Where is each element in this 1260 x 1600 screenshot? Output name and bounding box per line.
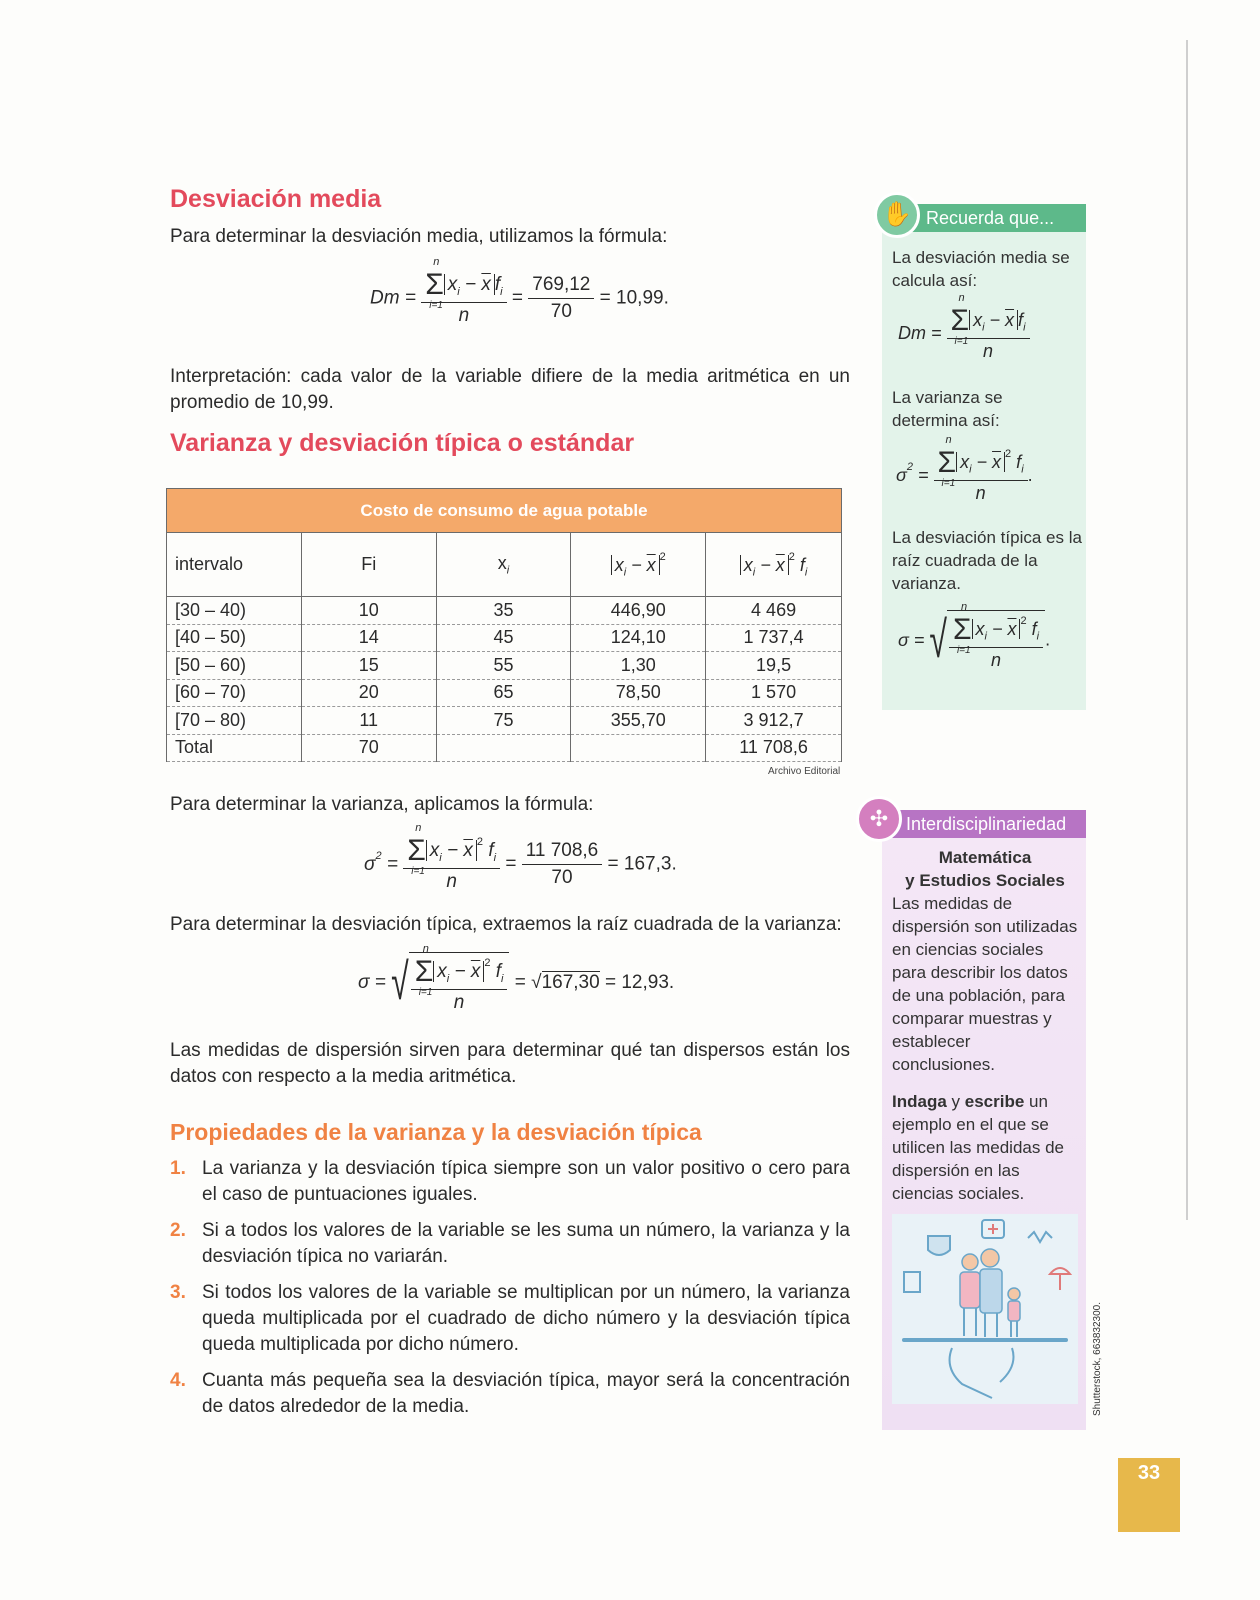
formula-desviacion-media: Dm = Σ n i=1 $x_i - \overline{x}$ $f_i$ n = $\frac{769,12}{70}$ = 10,99.	[370, 256, 669, 326]
dm-intro: Para determinar la desviación media, utilizamos la fórmula:	[170, 226, 668, 247]
inter-tag: Interdisciplinariedad	[890, 810, 1086, 838]
table-title: Costo de consumo de agua potable	[167, 489, 842, 533]
recuerda-text-2: La varianza se determina así:	[892, 388, 1003, 430]
table-row: [40 – 50) 14 45 124,10 1 737,4	[167, 624, 842, 652]
dm-interpretation: Interpretación: cada valor de la variable difiere de la media aritmética en un promedio de 10,99.	[170, 366, 850, 413]
table-credit: Archivo Editorial	[768, 766, 841, 777]
data-table	[166, 488, 842, 762]
dm-general-fraction: Σ n i=1 $x_i - \overline{x}$ $f_i$ n	[421, 270, 506, 327]
header-xi: $x_i$	[436, 533, 571, 597]
header-abs-dev-sq: $x_i - \overline{x}$ $^2$	[571, 533, 706, 597]
recuerda-text-3: La desviación típica es la raíz cuadrada de la varianza.	[892, 528, 1082, 593]
table-row: [50 – 60) 15 55 1,30 19,5	[167, 652, 842, 680]
page-edge	[1186, 40, 1188, 1220]
properties-list	[170, 1156, 850, 1430]
header-abs-dev-sq-fi: $x_i - \overline{x}$ $^2$ $f_i$	[706, 533, 842, 597]
sd-root-value: 167,30	[541, 972, 600, 993]
page-number: 33	[1118, 1458, 1180, 1532]
formula-desviacion-tipica: σ = √ Σ n i=1 $x_i - \overline{x}$ $^2$ $f_i$ n = √167,30 = 12,93.	[358, 943, 675, 1013]
family-illustration	[892, 1214, 1078, 1404]
inter-title: Matemática y Estudios Sociales	[905, 848, 1065, 890]
sd-result: = 12,93.	[604, 972, 675, 993]
recuerda-formula-sd: σ = √ Σ n i=1 $x_i - \overline{x}$ $^2$ $f_i$ n .	[898, 601, 1051, 671]
recuerda-tag: Recuerda que...	[896, 204, 1086, 232]
recuerda-formula-var: $\sigma^2$ = Σ n i=1 $x_i - \overline{x}$ $^2$ $f_i$ n .	[896, 434, 1033, 504]
var-intro: Para determinar la varianza, aplicamos la fórmula:	[170, 794, 594, 815]
inter-body: Las medidas de dispersión son utilizadas en ciencias sociales para describir los datos de una población, para comparar muestras y establecer conclusiones.	[892, 894, 1078, 1074]
family-hand-icon	[892, 1214, 1078, 1404]
list-item: 3. Si todos los valores de la variable se multiplican por un número, la varianza queda multiplicada por el cuadrado de dicho número y la desviación típica queda multiplicada por dicho número.	[170, 1282, 850, 1355]
list-item: 1. La varianza y la desviación típica siempre son un valor positivo o cero para el caso de puntuaciones iguales.	[170, 1158, 850, 1205]
dm-result: = 10,99.	[599, 287, 669, 309]
hand-icon: ✋	[874, 192, 920, 238]
header-intervalo: intervalo	[167, 533, 302, 597]
section-title-desviacion-media: Desviación media	[170, 185, 382, 213]
section-title-propiedades: Propiedades de la varianza y la desviación típica	[170, 1119, 702, 1145]
sd-intro: Para determinar la desviación típica, extraemos la raíz cuadrada de la varianza:	[170, 914, 842, 935]
inter-task: Indaga y escribe un ejemplo en el que se utilicen las medidas de dispersión en las ciencias sociales.	[892, 1092, 1064, 1203]
header-fi: Fi	[301, 533, 436, 597]
formula-varianza: $\sigma^2$ = Σ n i=1 $x_i - \overline{x}$ $^2$ $f_i$ n = $\frac{11 708,6}{70}$ = 167,3.	[364, 822, 677, 892]
var-value-fraction: $\frac{11 708,6}{70}$	[522, 840, 603, 889]
image-credit: Shutterstock, 663832300.	[1092, 1302, 1103, 1416]
table-row: [30 – 40) 10 35 446,90 4 469	[167, 597, 842, 625]
dm-lhs: Dm =	[370, 287, 416, 309]
recuerda-formula-dm: Dm = Σ n i=1 $x_i - \overline{x}$ $f_i$ n	[898, 306, 1030, 362]
table-row: [70 – 80) 11 75 355,70 3 912,7	[167, 707, 842, 735]
recuerda-text-1: La desviación media se calcula así:	[892, 248, 1070, 290]
list-item: 4. Cuanta más pequeña sea la desviación típica, mayor será la concentración de datos alrededor de la media.	[170, 1370, 850, 1417]
list-item: 2. Si a todos los valores de la variable se les suma un número, la varianza y la desviación típica no variarán.	[170, 1220, 850, 1267]
table-total-row: Total 70 11 708,6	[167, 734, 842, 762]
dm-value-fraction: $\frac{769,12}{70}$	[528, 274, 594, 323]
puzzle-icon: ✣	[856, 796, 902, 842]
section-title-varianza: Varianza y desviación típica o estándar	[170, 429, 635, 457]
dispersion-text: Las medidas de dispersión sirven para determinar qué tan dispersos están los datos con respecto a la media aritmética.	[170, 1040, 850, 1087]
var-result: = 167,3.	[607, 853, 677, 875]
table-row: [60 – 70) 20 65 78,50 1 570	[167, 679, 842, 707]
